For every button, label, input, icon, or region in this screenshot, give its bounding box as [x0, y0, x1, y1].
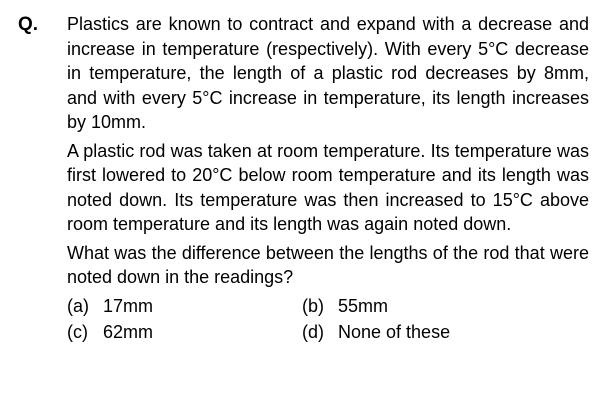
option-d-text: None of these [338, 321, 451, 342]
question-body [67, 12, 589, 344]
option-c-label: (c) [67, 321, 88, 342]
option-d[interactable] [302, 320, 537, 344]
option-c-text: 62mm [103, 321, 154, 342]
option-c[interactable] [67, 320, 302, 344]
question-paragraph-1: Plastics are known to contract and expand with a decrease and increase in temperature (respectively). With every 5°C decrease in temperature, the length of a plastic rod decreases by 8mm, and with every 5°C increase in temperature, its length increases by 10mm. [67, 14, 589, 132]
option-a[interactable] [67, 294, 302, 318]
question-label: Q. [18, 14, 39, 35]
option-a-text: 17mm [103, 295, 154, 316]
question-paragraph-3: What was the difference between the lengths of the rod that were noted down in the readings? [67, 242, 589, 287]
option-a-label: (a) [67, 295, 89, 316]
question-paragraph-2: A plastic rod was taken at room temperature. Its temperature was first lowered to 20°C below room temperature and its length was noted down. Its temperature was then increased to 15°C above room temperature and its length was again noted down. [67, 140, 589, 234]
option-b-label: (b) [302, 295, 324, 316]
option-b[interactable] [302, 294, 537, 318]
option-d-label: (d) [302, 321, 324, 342]
option-b-text: 55mm [338, 295, 389, 316]
answer-options [67, 294, 589, 344]
